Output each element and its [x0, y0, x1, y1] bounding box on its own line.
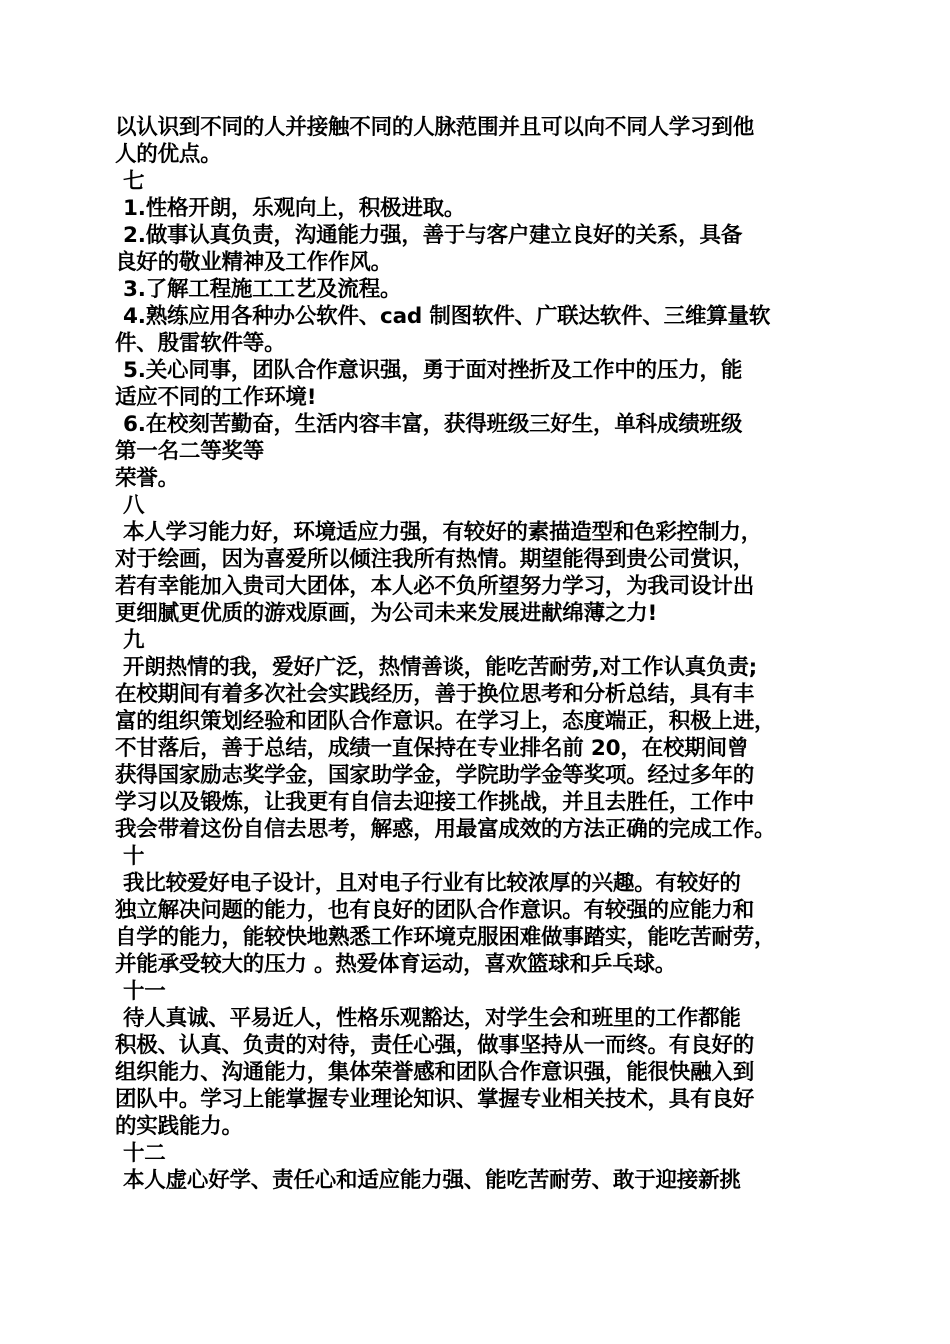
text-line: 获得国家励志奖学金，国家助学金，学院助学金等奖项。经过多年的	[115, 763, 755, 788]
text-line: 九	[123, 628, 145, 653]
text-line: 组织能力、沟通能力，集体荣誉感和团队合作意识强，能很快融入到	[115, 1060, 755, 1085]
text-line: 自学的能力，能较快地熟悉工作环境克服困难做事踏实，能吃苦耐劳，	[115, 925, 776, 950]
text-line: 5.关心同事，团队合作意识强，勇于面对挫折及工作中的压力，能	[123, 358, 743, 383]
text-line: 1.性格开朗，乐观向上，积极进取。	[123, 196, 466, 221]
text-line: 本人学习能力好，环境适应力强，有较好的素描造型和色彩控制力，	[123, 520, 763, 545]
text-line: 团队中。学习上能掌握专业理论知识、掌握专业相关技术，具有良好	[115, 1087, 755, 1112]
text-line: 本人虚心好学、责任心和适应能力强、能吃苦耐劳、敢于迎接新挑	[123, 1168, 741, 1193]
text-line: 十二	[123, 1141, 166, 1166]
text-line: 在校期间有着多次社会实践经历，善于换位思考和分析总结，具有丰	[115, 682, 755, 707]
text-line: 适应不同的工作环境!	[115, 385, 317, 410]
text-line: 十	[123, 844, 145, 869]
text-line: 4.熟练应用各种办公软件、cad 制图软件、广联达软件、三维算量软	[123, 304, 771, 329]
text-line: 八	[123, 493, 145, 518]
text-line: 我会带着这份自信去思考，解惑，用最富成效的方法正确的完成工作。	[115, 817, 776, 842]
text-line: 并能承受较大的压力 。热爱体育运动，喜欢篮球和乒乓球。	[115, 952, 677, 977]
text-line: 件、殷雷软件等。	[115, 331, 286, 356]
text-line: 人的优点。	[115, 142, 222, 167]
text-line: 不甘落后，善于总结，成绩一直保持在专业排名前 20，在校期间曾	[115, 736, 749, 761]
text-line: 十一	[123, 979, 166, 1004]
text-line: 我比较爱好电子设计，且对电子行业有比较浓厚的兴趣。有较好的	[123, 871, 741, 896]
text-line: 良好的敬业精神及工作作风。	[115, 250, 392, 275]
text-line: 3.了解工程施工工艺及流程。	[123, 277, 402, 302]
text-line: 七	[123, 169, 145, 194]
text-line: 荣誉。	[115, 466, 179, 491]
document-body	[115, 114, 850, 1194]
text-line: 学习以及锻炼，让我更有自信去迎接工作挑战，并且去胜任，工作中	[115, 790, 755, 815]
text-line: 的实践能力。	[115, 1114, 243, 1139]
text-line: 积极、认真、负责的对待，责任心强，做事坚持从一而终。有良好的	[115, 1033, 755, 1058]
text-line: 开朗热情的我，爱好广泛，热情善谈，能吃苦耐劳,对工作认真负责;	[123, 655, 758, 680]
text-line: 2.做事认真负责，沟通能力强，善于与客户建立良好的关系，具备	[123, 223, 743, 248]
text-line: 待人真诚、平易近人，性格乐观豁达，对学生会和班里的工作都能	[123, 1006, 741, 1031]
text-line: 更细腻更优质的游戏原画，为公司未来发展进献绵薄之力!	[115, 601, 658, 626]
text-line: 对于绘画，因为喜爱所以倾注我所有热情。期望能得到贵公司赏识，	[115, 547, 755, 572]
text-line: 富的组织策划经验和团队合作意识。在学习上，态度端正，积极上进，	[115, 709, 776, 734]
text-line: 若有幸能加入贵司大团体，本人必不负所望努力学习，为我司设计出	[115, 574, 755, 599]
text-line: 独立解决问题的能力，也有良好的团队合作意识。有较强的应能力和	[115, 898, 755, 923]
text-line: 以认识到不同的人并接触不同的人脉范围并且可以向不同人学习到他	[115, 115, 755, 140]
text-line: 6.在校刻苦勤奋，生活内容丰富，获得班级三好生，单科成绩班级	[123, 412, 743, 437]
text-line: 第一名二等奖等	[115, 439, 265, 464]
